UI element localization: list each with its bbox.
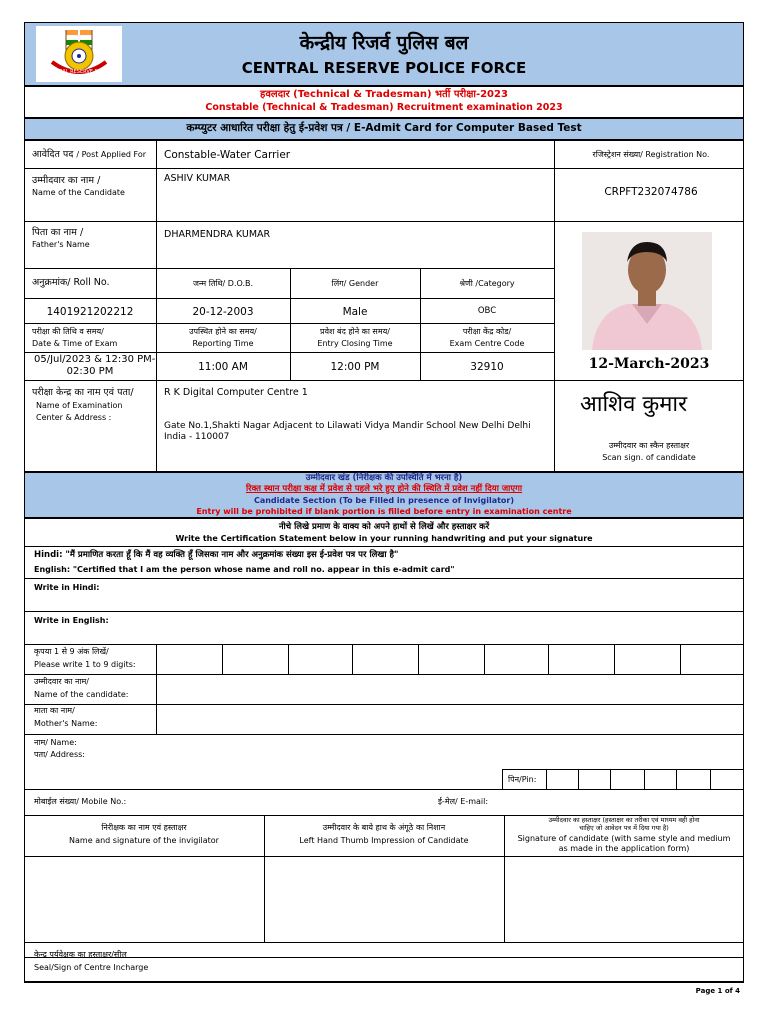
reporting-label-hi: उपस्थित होने का समय/ — [189, 327, 257, 336]
cand-sign-label-en-2: as made in the application form) — [558, 844, 690, 853]
address-label: पता/ Address: — [34, 750, 85, 759]
section-warning-en: Entry will be prohibited if blank portion is filled before entry in examination centre — [196, 507, 572, 516]
exam-date-label-hi: परीक्षा की तिथि व समय/ — [32, 327, 104, 336]
centre-code-label-en: Exam Centre Code — [449, 339, 525, 348]
pin-box-2[interactable] — [579, 770, 609, 788]
digit-box-9[interactable] — [681, 645, 743, 673]
thumb-label-en: Left Hand Thumb Impression of Candidate — [299, 836, 469, 845]
gender-value: Male — [342, 306, 368, 318]
centre-code-value: 32910 — [470, 361, 504, 373]
write-english-label: Write in English: — [34, 616, 109, 625]
centre-label-en-1: Name of Examination — [36, 401, 123, 410]
father-name-label-en: Father's Name — [32, 240, 90, 249]
post-value: Constable-Water Carrier — [164, 149, 291, 161]
digit-box-4[interactable] — [353, 645, 417, 673]
pin-box-4[interactable] — [645, 770, 675, 788]
category-value: OBC — [477, 306, 497, 316]
exam-date-label-en: Date & Time of Exam — [32, 339, 118, 348]
roll-value: 1401921202212 — [46, 306, 134, 318]
closing-label-en: Entry Closing Time — [317, 339, 393, 348]
father-name-value: DHARMENDRA KUMAR — [164, 229, 271, 240]
reporting-label-en: Reporting Time — [192, 339, 254, 348]
pin-box-1[interactable] — [547, 770, 577, 788]
write-hindi-label: Write in Hindi: — [34, 583, 100, 592]
digits-label-hi: कृपया 1 से 9 अंक लिखें/ — [34, 647, 109, 656]
candidate-photo — [582, 232, 712, 350]
seal-label-en: Seal/Sign of Centre Incharge — [34, 963, 149, 972]
exam-date-value-1: 05/Jul/2023 & 12:30 PM- — [34, 354, 156, 365]
thumb-impression-box[interactable] — [265, 857, 503, 941]
candidate-name-value: ASHIV KUMAR — [164, 173, 231, 184]
pin-box-3[interactable] — [611, 770, 643, 788]
page-number: Page 1 of 4 — [695, 987, 740, 995]
dob-label: जन्म तिथि/ D.O.B. — [192, 279, 254, 288]
sign-label-en: Scan sign. of candidate — [602, 453, 696, 462]
centre-label-hi: परीक्षा केन्द्र का नाम एवं पता/ — [32, 387, 134, 398]
instruction-en: Write the Certification Statement below in your running handwriting and put your signature — [175, 534, 593, 543]
mother-label-hi: माता का नाम/ — [34, 706, 75, 715]
digit-box-2[interactable] — [223, 645, 287, 673]
write-english-field[interactable] — [24, 612, 744, 644]
cand-sign-label-hi-1: उम्मीदवार का हस्ताक्षर (हस्ताक्षर का तरीका एवं माध्यम वही होना — [548, 816, 700, 824]
pin-label: पिन/Pin: — [508, 775, 537, 784]
registration-label: रजिस्ट्रेशन संख्या/ Registration No. — [592, 150, 710, 159]
centre-name: R K Digital Computer Centre 1 — [164, 387, 308, 398]
pin-box-5[interactable] — [677, 770, 709, 788]
digits-label-en: Please write 1 to 9 digits: — [34, 660, 136, 669]
seal-box[interactable] — [24, 942, 744, 982]
org-name-hindi: केन्द्रीय रिजर्व पुलिस बल — [299, 32, 469, 54]
mother-label-en: Mother's Name: — [34, 719, 98, 728]
registration-value: CRPFT232074786 — [604, 186, 698, 198]
category-label: श्रेणी /Category — [459, 279, 515, 288]
admit-card-title: कम्प्युटर आधारित परीक्षा हेतु ई-प्रवेश पत्र / E-Admit Card for Computer Based Test — [186, 122, 582, 134]
email-label: ई-मेल/ E-mail: — [438, 797, 489, 806]
candidate-sign-box[interactable] — [505, 857, 743, 941]
section-title-hi: उम्मीदवार खंड (निरीक्षक की उपस्थिति में भरना है) — [305, 473, 463, 483]
seal-label-hi: केन्द्र पर्यवेक्षक का हस्ताक्षर/सील — [34, 950, 127, 959]
logo-caption: CENTRAL RESERVE POLICE — [45, 69, 113, 75]
dob-value: 20-12-2003 — [192, 306, 254, 318]
centre-label-en-2: Center & Address : — [36, 413, 112, 422]
sign-label-hi: उम्मीदवार का स्कैन हस्ताक्षर — [608, 441, 690, 450]
digit-box-6[interactable] — [485, 645, 547, 673]
instruction-hi: नीचे लिखे प्रमाण के वाक्य को अपने हाथों से लिखें और हस्ताक्षर करें — [278, 522, 490, 532]
crpf-logo — [36, 26, 122, 82]
centre-code-label-hi: परीक्षा केंद्र कोड/ — [462, 327, 512, 336]
cand-sign-label-hi-2: चाहिए जो आवेदन पत्र में दिया गया है) — [579, 824, 669, 832]
digit-box-1[interactable] — [157, 645, 221, 673]
thumb-label-hi: उम्मीदवार के बाये हाथ के अंगूठे का निशान — [322, 823, 446, 832]
closing-value: 12:00 PM — [330, 361, 380, 373]
centre-address-1: Gate No.1,Shakti Nagar Adjacent to Lilawati Vidya Mandir School New Delhi Delhi — [164, 421, 531, 431]
digit-box-5[interactable] — [419, 645, 483, 673]
address-name-label: नाम/ Name: — [34, 738, 77, 747]
cand-name-label-en: Name of the candidate: — [34, 690, 129, 699]
section-title-en: Candidate Section (To be Filled in presence of Invigilator) — [253, 496, 515, 505]
centre-address-2: India - 110007 — [164, 432, 230, 442]
cand-name-field[interactable] — [157, 675, 743, 703]
closing-label-hi: प्रवेश बंद होने का समय/ — [320, 327, 390, 336]
english-statement: English: "Certified that I am the person whose name and roll no. appear in this e-admit card" — [34, 565, 455, 574]
exam-title-hindi: हवलदार (Technical & Tradesman) भर्ती परीक्षा-2023 — [260, 89, 508, 100]
hindi-statement: Hindi: "मैं प्रमाणित करता हूँ कि मैं वह व्यक्ति हूँ जिसका नाम और अनुक्रमांक संख्या इस ई-प्रवेश पत्र पर लिखा है" — [34, 550, 399, 560]
address-field[interactable] — [24, 735, 744, 769]
roll-label: अनुक्रमांक/ Roll No. — [32, 277, 110, 288]
mobile-label: मोबाईल संख्या/ Mobile No.: — [34, 797, 127, 806]
cand-name-label-hi: उम्मीदवार का नाम/ — [34, 677, 89, 686]
candidate-name-label-en: Name of the Candidate — [32, 188, 125, 197]
digit-box-3[interactable] — [289, 645, 351, 673]
reporting-value: 11:00 AM — [198, 361, 248, 373]
invigilator-label-en: Name and signature of the invigilator — [69, 836, 219, 845]
exam-date-value-2: 02:30 PM — [66, 366, 114, 377]
mother-name-field[interactable] — [157, 705, 743, 733]
gender-label: लिंग/ Gender — [331, 279, 379, 288]
father-name-label-hi: पिता का नाम / — [32, 227, 84, 238]
digit-box-7[interactable] — [549, 645, 613, 673]
scanned-signature: आशिव कुमार — [580, 392, 688, 417]
pin-box-6[interactable] — [711, 770, 743, 788]
invigilator-label-hi: निरीक्षक का नाम एवं हस्ताक्षर — [101, 823, 187, 832]
email-field[interactable] — [500, 790, 743, 814]
section-warning-hi: रिक्त स्थान परीक्षा कक्ष में प्रवेश से पहले भरे हुए होने की स्थिति में प्रवेश नहीं दिया जाएगा — [245, 484, 523, 494]
digit-box-8[interactable] — [615, 645, 679, 673]
candidate-name-label-hi: उम्मीदवार का नाम / — [32, 175, 101, 186]
exam-title-english: Constable (Technical & Tradesman) Recruitment examination 2023 — [205, 102, 563, 113]
org-name-english: CENTRAL RESERVE POLICE FORCE — [241, 59, 527, 77]
mobile-field[interactable] — [160, 790, 420, 814]
post-label: आवेदित पद / Post Applied For — [32, 149, 147, 160]
invigilator-sign-box[interactable] — [25, 857, 263, 941]
write-hindi-field[interactable] — [24, 579, 744, 611]
cand-sign-label-en-1: Signature of candidate (with same style and medium — [517, 834, 731, 843]
photo-date: 12-March-2023 — [588, 356, 710, 372]
